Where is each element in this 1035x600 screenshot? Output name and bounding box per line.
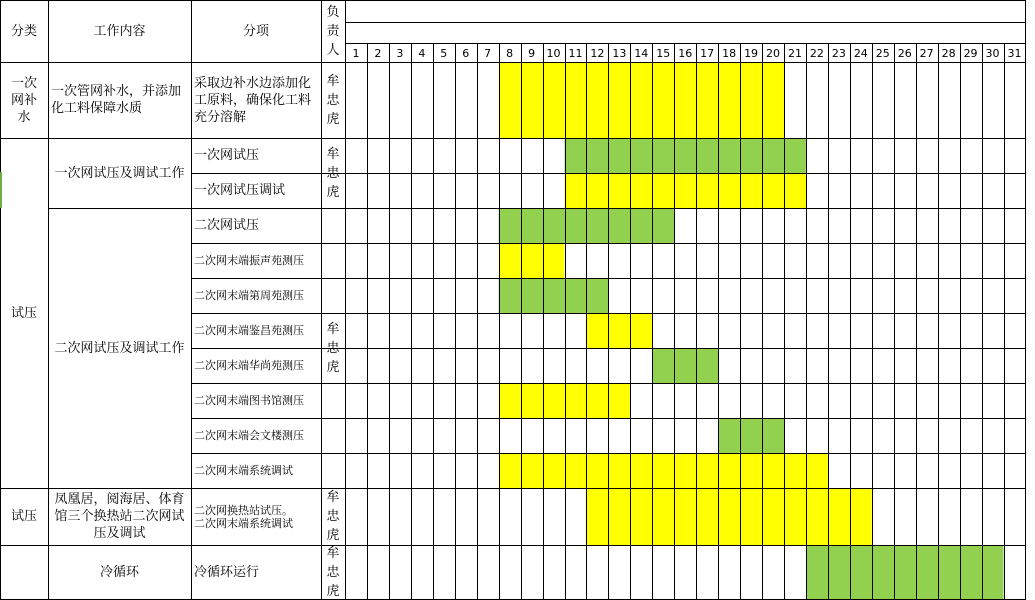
- schedule-bar: [499, 243, 565, 278]
- owner-cell: 牟 忠 虎: [326, 490, 340, 543]
- day-number: 23: [831, 47, 846, 60]
- day-number: 12: [590, 47, 605, 60]
- day-number: 9: [528, 47, 536, 60]
- header-category: 分类: [10, 23, 37, 39]
- work-cell: 一次管网补水，并添加化工料保障水质: [51, 84, 182, 116]
- day-number: 5: [440, 47, 448, 60]
- day-number: 4: [418, 47, 426, 60]
- owner-cell: 牟 忠 虎: [326, 73, 340, 127]
- item-cell: 二次网末端振声苑测压: [194, 254, 304, 267]
- day-number: 6: [462, 47, 470, 60]
- schedule-bar: [499, 383, 631, 418]
- category-cell: 一次 网补 水: [10, 75, 37, 125]
- day-number: 28: [941, 47, 956, 60]
- work-cell: 二次网试压及调试工作: [54, 340, 185, 356]
- schedule-bar: [652, 348, 718, 383]
- day-number: 26: [897, 47, 912, 60]
- item-cell: 二次网末端第周苑测压: [194, 289, 304, 302]
- day-number: 20: [766, 47, 781, 60]
- day-number: 17: [700, 47, 715, 60]
- day-number: 15: [656, 47, 671, 60]
- item-cell: 采取边补水边添加化工原料，确保化工料充分溶解: [194, 75, 312, 125]
- day-number: 19: [744, 47, 759, 60]
- day-number: 10: [546, 47, 561, 60]
- schedule-bar: [718, 418, 784, 453]
- owner-cell: 牟 忠 虎: [326, 546, 340, 599]
- schedule-bar: [586, 313, 652, 348]
- schedule-bar: [565, 138, 806, 173]
- item-cell: 二次网末端会文楼测压: [194, 429, 304, 442]
- day-number: 25: [875, 47, 890, 60]
- day-number: 31: [1007, 47, 1022, 60]
- category-cell: 试压: [10, 305, 37, 321]
- header-owner: 负 责 人: [326, 4, 340, 58]
- day-number: 3: [396, 47, 404, 60]
- day-number: 22: [809, 47, 824, 60]
- owner-cell: 牟 忠 虎: [326, 321, 340, 375]
- day-number: 11: [568, 47, 583, 60]
- owner-cell: 牟 忠 虎: [326, 146, 340, 200]
- schedule-bar: [565, 173, 806, 208]
- day-number: 2: [374, 47, 382, 60]
- day-number: 24: [853, 47, 868, 60]
- item-cell: 冷循环运行: [194, 565, 260, 580]
- day-number: 18: [722, 47, 737, 60]
- day-number: 14: [634, 47, 649, 60]
- category-cell: [0, 545, 48, 600]
- work-cell: 一次网试压及调试工作: [54, 165, 185, 181]
- item-cell: 二次网末端系统调试: [194, 464, 293, 477]
- item-cell: 二次网末端鉴昌苑测压: [194, 324, 304, 337]
- item-cell: 二次网换热站试压。 二次网末端系统调试: [194, 503, 293, 530]
- day-number: 29: [963, 47, 978, 60]
- day-number: 1: [352, 47, 360, 60]
- day-number: 13: [612, 47, 627, 60]
- item-cell: 二次网末端华尚苑测压: [194, 359, 304, 372]
- category-cell: 试压: [10, 509, 37, 524]
- item-cell: 一次网试压调试: [194, 183, 286, 198]
- item-cell: 二次网末端图书馆测压: [194, 394, 304, 407]
- day-number: 16: [678, 47, 693, 60]
- day-number: 30: [985, 47, 1000, 60]
- day-number: 7: [484, 47, 492, 60]
- work-cell: 凤凰居，阅海居、体育馆三个换热站二次网试压及调试: [54, 492, 185, 541]
- item-cell: 一次网试压: [194, 148, 260, 163]
- day-number: 8: [506, 47, 514, 60]
- schedule-bar: [499, 278, 609, 313]
- day-number: 27: [919, 47, 934, 60]
- header-work: 工作内容: [93, 23, 146, 39]
- schedule-bar: [499, 453, 828, 488]
- header-item: 分项: [242, 23, 269, 39]
- schedule-bar: [806, 545, 1004, 600]
- item-cell: 二次网试压: [194, 218, 260, 233]
- work-cell: 冷循环: [99, 565, 139, 580]
- day-number: 21: [787, 47, 802, 60]
- schedule-bar: [499, 62, 784, 138]
